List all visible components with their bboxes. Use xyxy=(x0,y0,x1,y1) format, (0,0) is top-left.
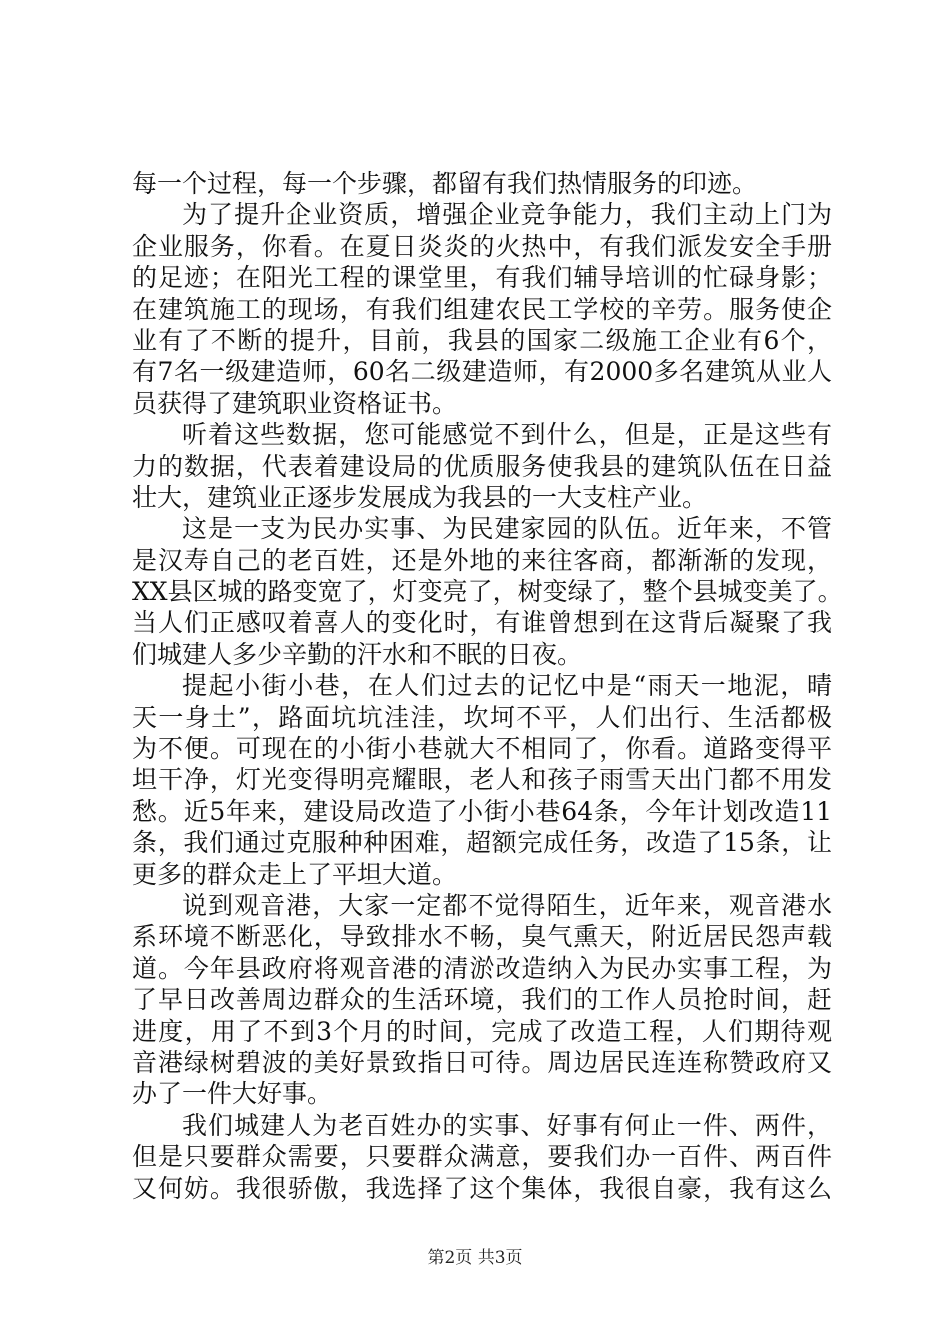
text-line: XX县区城的路变宽了，灯变亮了，树变绿了，整个县城变美了。 xyxy=(132,577,843,607)
text-line: 们城建人多少辛勤的汗水和不眠的日夜。 xyxy=(132,639,583,669)
paragraph xyxy=(132,419,832,513)
text-line: 听着这些数据，您可能感觉不到什么，但是，正是这些有 xyxy=(182,420,832,450)
text-line: 的足迹；在阳光工程的课堂里，有我们辅导培训的忙碌身影； xyxy=(132,263,832,293)
paragraph xyxy=(132,670,832,890)
text-line: 但是只要群众需要，只要群众满意，要我们办一百件、两百件 xyxy=(132,1142,832,1172)
text-line: 当人们正感叹着喜人的变化时，有谁曾想到在这背后凝聚了我 xyxy=(132,608,832,638)
text-line: 系环境不断恶化，导致排水不畅，臭气熏天，附近居民怨声载 xyxy=(132,922,832,952)
text-line: 力的数据，代表着建设局的优质服务使我县的建筑队伍在日益 xyxy=(132,451,832,481)
page-footer: 第2页 共3页 xyxy=(427,1248,523,1268)
text-line: 为了提升企业资质，增强企业竞争能力，我们主动上门为 xyxy=(182,200,832,230)
text-line: 办了一件大好事。 xyxy=(132,1079,333,1109)
text-line: 说到观音港，大家一定都不觉得陌生，近年来，观音港水 xyxy=(182,890,832,920)
text-line: 坦干净，灯光变得明亮耀眼，老人和孩子雨雪天出门都不用发 xyxy=(132,765,832,795)
text-line: 更多的群众走上了平坦大道。 xyxy=(132,859,458,889)
text-line: 进度，用了不到3个月的时间，完成了改造工程，人们期待观 xyxy=(132,1016,832,1046)
text-line: 我们城建人为老百姓办的实事、好事有何止一件、两件， xyxy=(182,1110,832,1140)
text-line: 壮大，建筑业正逐步发展成为我县的一大支柱产业。 xyxy=(132,482,708,512)
text-line: 音港绿树碧波的美好景致指日可待。周边居民连连称赞政府又 xyxy=(132,1047,832,1077)
paragraph xyxy=(132,890,832,1110)
text-line: 条，我们通过克服种种困难，超额完成任务，改造了15条，让 xyxy=(132,828,832,858)
text-line: 是汉寿自己的老百姓，还是外地的来往客商，都渐渐的发现， xyxy=(132,545,832,575)
text-line: 为不便。可现在的小街小巷就大不相同了，你看。道路变得平 xyxy=(132,734,832,764)
text-line: 提起小街小巷，在人们过去的记忆中是“雨天一地泥，晴 xyxy=(182,671,832,701)
paragraph xyxy=(132,199,832,419)
text-line: 天一身土”，路面坑坑洼洼，坎坷不平，人们出行、生活都极 xyxy=(132,702,832,732)
text-line: 有7名一级建造师，60名二级建造师，有2000多名建筑从业人 xyxy=(132,357,832,387)
text-line: 道。今年县政府将观音港的清淤改造纳入为民办实事工程，为 xyxy=(132,953,832,983)
paragraph xyxy=(132,1110,832,1204)
text-line: 又何妨。我很骄傲，我选择了这个集体，我很自豪，我有这么 xyxy=(132,1173,832,1203)
text-line: 业有了不断的提升，目前，我县的国家二级施工企业有6个， xyxy=(132,325,832,355)
text-line: 员获得了建筑职业资格证书。 xyxy=(132,388,458,418)
text-line: 每一个过程，每一个步骤，都留有我们热情服务的印迹。 xyxy=(132,169,758,198)
paragraph xyxy=(132,513,843,670)
text-line: 了早日改善周边群众的生活环境，我们的工作人员抢时间，赶 xyxy=(132,985,832,1015)
paragraph xyxy=(132,168,832,199)
text-line: 这是一支为民办实事、为民建家园的队伍。近年来，不管 xyxy=(182,514,832,544)
document-body xyxy=(132,168,843,1204)
text-line: 企业服务，你看。在夏日炎炎的火热中，有我们派发安全手册 xyxy=(132,231,832,261)
text-line: 愁。近5年来，建设局改造了小街小巷64条，今年计划改造11 xyxy=(132,796,832,826)
text-line: 在建筑施工的现场，有我们组建农民工学校的辛劳。服务使企 xyxy=(132,294,832,324)
